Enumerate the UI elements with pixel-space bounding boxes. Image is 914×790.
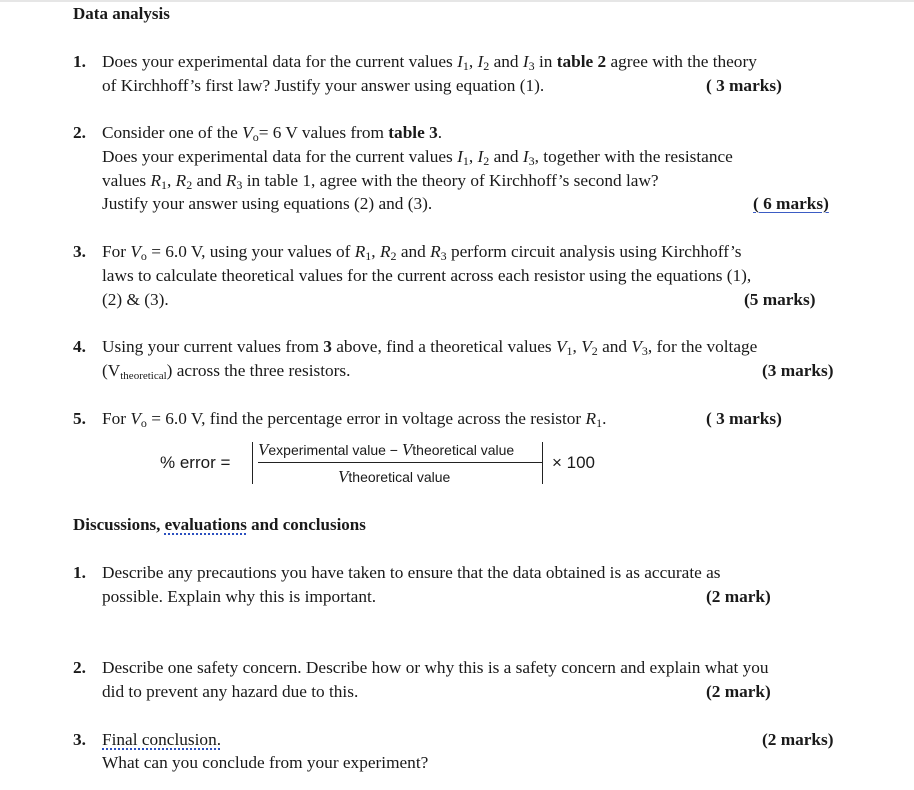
question-5-marks: ( 3 marks) [706, 409, 782, 428]
question-3-marks: (5 marks) [744, 290, 816, 309]
table-reference: table 3 [388, 123, 438, 142]
discussion-question-1-line-1: Describe any precautions you have taken to ensure that the data obtained is as accurate as [102, 563, 721, 582]
question-5-line-1: For $V_o = 6.0$ V, find the percentage error in voltage across the resistor $R_1$. [102, 409, 607, 430]
discussion-question-1-number: 1. [73, 563, 86, 582]
fraction-line [258, 462, 542, 463]
question-1-text: Does your experimental data for the current values [102, 52, 458, 71]
discussion-question-2-line-2: did to prevent any hazard due to this. [102, 682, 359, 701]
abs-bar-left [252, 442, 253, 484]
question-5-number: 5. [73, 409, 86, 428]
question-4-line-2: $(V_{theoretical})$ across the three resistors. [102, 361, 351, 382]
discussion-question-2-number: 2. [73, 658, 86, 677]
question-2-line-3: values $R_1$, $R_2$ and $R_3$ in table 1, agree with the theory of Kirchhoff’s second law? [102, 171, 659, 192]
formula-denominator: Vtheoretical value [338, 467, 451, 486]
discussion-question-3-marks: (2 marks) [762, 730, 834, 749]
question-4-marks: (3 marks) [762, 361, 834, 380]
question-3-number: 3. [73, 242, 86, 261]
table-reference: table 2 [556, 52, 607, 71]
discussion-question-3-number: 3. [73, 730, 86, 749]
section-title-discussions: Discussions, evaluations and conclusions [73, 515, 366, 534]
question-1-marks: ( 3 marks) [706, 76, 782, 95]
discussion-question-2-line-1: Describe one safety concern. Describe how or why this is a safety concern and explain what you [102, 658, 769, 677]
formula-multiplier: × 100 [552, 453, 596, 472]
discussion-question-2-marks: (2 mark) [706, 682, 771, 701]
section-title-data-analysis: Data analysis [73, 4, 170, 23]
question-3-line-3: (2) & (3). [102, 290, 169, 309]
question-1-number: 1. [73, 52, 86, 71]
abs-bar-right [542, 442, 543, 484]
discussion-question-3-line-1: Final conclusion. [102, 730, 222, 749]
question-1-line-1: Does your experimental data for the current values $I_1$, $I_2$ and $I_3$ in table 2 agree with the theory [102, 52, 757, 73]
question-3-line-1: For $V_o = 6.0$ V, using your values of $R_1$, $R_2$ and $R_3$ perform circuit analysis using Kirchhoff’s [102, 242, 742, 263]
discussion-question-3-line-2: What can you conclude from your experiment? [102, 753, 429, 772]
question-2-line-4: Justify your answer using equations (2) and (3). [102, 194, 433, 213]
formula-lhs: % error = [160, 453, 231, 472]
question-2-line-1: Consider one of the $V_o= 6$ V values from table 3. [102, 123, 443, 144]
question-4-line-1: Using your current values from 3 above, find a theoretical values $V_1$, $V_2$ and $V_3$, for the voltage [102, 337, 758, 358]
question-2-number: 2. [73, 123, 86, 142]
question-2-line-2: Does your experimental data for the current values $I_1$, $I_2$ and $I_3$, together with the resistance [102, 147, 733, 168]
question-1-line-2: of Kirchhoff’s first law? Justify your answer using equation (1). [102, 76, 545, 95]
question-4-number: 4. [73, 337, 86, 356]
question-3-line-2: laws to calculate theoretical values for the current across each resistor using the equations (1), [102, 266, 752, 285]
question-2-marks: ( 6 marks) [753, 194, 829, 213]
percentage-error-formula [160, 440, 620, 490]
discussion-question-1-line-2: possible. Explain why this is important. [102, 587, 377, 606]
formula-numerator: Vexperimental value − Vtheoretical value [258, 440, 515, 459]
discussion-question-1-marks: (2 mark) [706, 587, 771, 606]
